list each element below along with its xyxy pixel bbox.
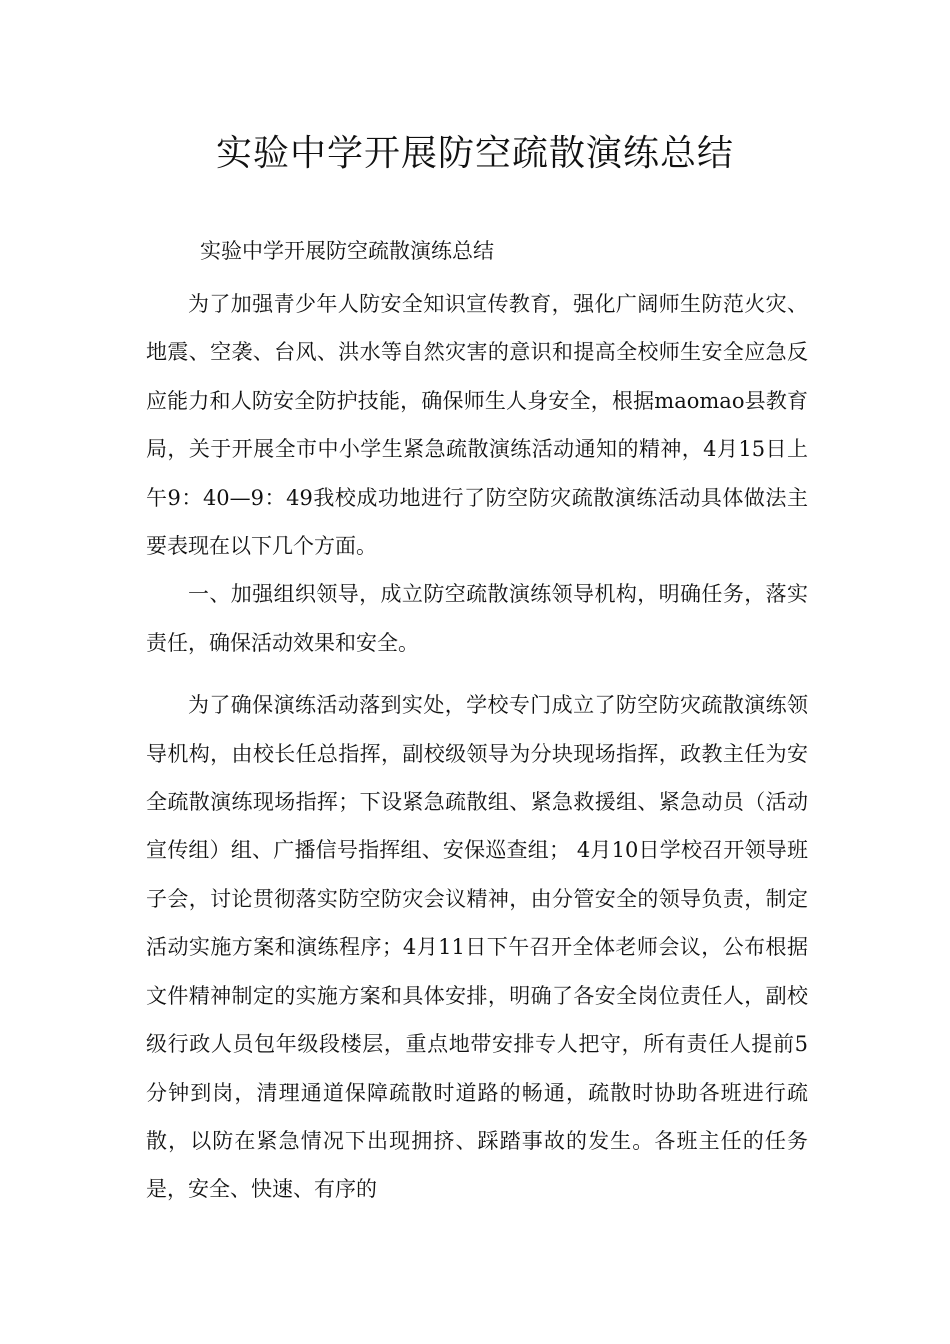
paragraph-section-one-heading: 一、加强组织领导，成立防空疏散演练领导机构，明确任务，落实责任，确保活动效果和安全。 — [146, 582, 808, 655]
document-title: 实验中学开展防空疏散演练总结 — [215, 133, 734, 174]
paragraph-intro: 为了加强青少年人防安全知识宣传教育，强化广阔师生防范火灾、地震、空袭、台风、洪水等自然灾害的意识和提高全校师生安全应急反应能力和人防安全防护技能，确保师生人身安全，根据maomao县教育局，关于开展全市中小学生紧急疏散演练活动通知的精神，4月15日上午9：40—9：49我校成功地进行了防空防灾疏散演练活动具体做法主要表现在以下几个方面。 — [146, 292, 808, 559]
document-body — [146, 280, 808, 1214]
document-subtitle: 实验中学开展防空疏散演练总结 — [200, 239, 494, 263]
paragraph-section-one-body: 为了确保演练活动落到实处，学校专门成立了防空防灾疏散演练领导机构，由校长任总指挥，副校级领导为分块现场指挥，政教主任为安全疏散演练现场指挥；下设紧急疏散组、紧急救援组、紧急动员（活动宣传组）组、广播信号指挥组、安保巡查组； 4月10日学校召开领导班子会，讨论贯彻落实防空防灾会议精神，由分管安全的领导负责，制定活动实施方案和演练程序；4月11日下午召开全体老师会议，公布根据文件精神制定的实施方案和具体安排，明确了各安全岗位责任人，副校级行政人员包年级段楼层，重点地带安排专人把守，所有责任人提前5分钟到岗，清理通道保障疏散时道路的畅通，疏散时协助各班进行疏散，以防在紧急情况下出现拥挤、踩踏事故的发生。各班主任的任务是，安全、快速、有序的 — [146, 693, 808, 1202]
